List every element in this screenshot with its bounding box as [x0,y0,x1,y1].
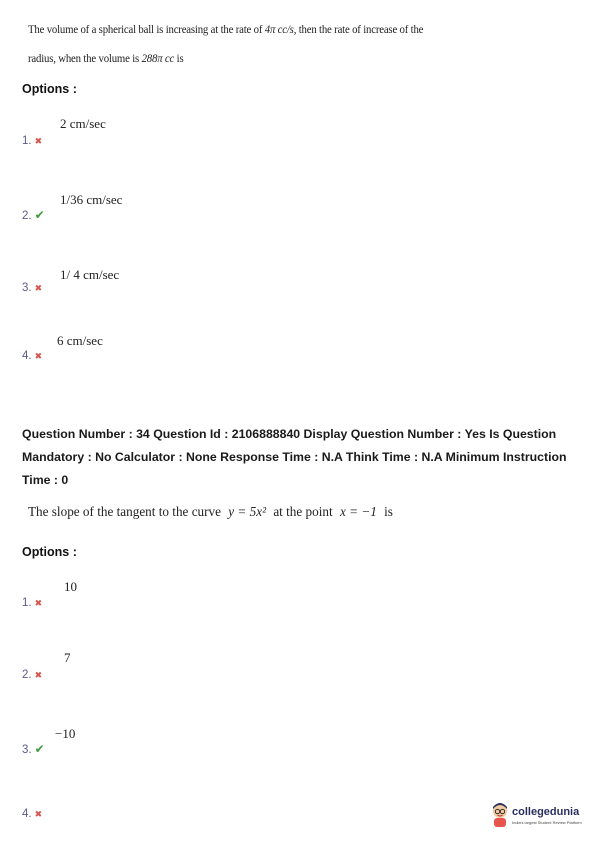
logo-name: collegedunia [512,806,580,818]
q1-option-2-text: 1/36 cm/sec [60,192,123,207]
q1-option-4 [22,346,42,364]
q1-line1-post: then the rate of increase of the [298,23,424,36]
q2-curve-math: y = 5x² [228,504,267,519]
option-number: 3. [22,282,32,294]
q2-option-2-text: 7 [64,650,71,665]
q2-option-3 [22,740,45,758]
q2-meta-line-3: Time : 0 [22,473,69,487]
collegedunia-logo [490,800,590,832]
check-icon: ✔ [34,208,45,222]
option-number: 1. [22,135,32,147]
cross-icon: ✖ [34,283,43,293]
q1-volume-math: 288π cc [141,52,175,65]
option-number: 4. [22,808,32,820]
q1-line2-post: is [176,52,184,65]
q1-option-3 [22,278,42,296]
q2-text-pre: The slope of the tangent to the curve [28,504,221,519]
q2-point-math: x = −1 [339,504,377,519]
logo-tagline: India's largest Student Review Platform [512,820,582,825]
option-number: 3. [22,744,32,756]
q2-option-1 [22,593,42,611]
check-icon: ✔ [34,742,45,756]
q1-text-line-1 [28,23,423,36]
q2-option-1-text: 10 [64,579,77,594]
q1-option-3-text: 1/ 4 cm/sec [60,267,120,282]
cross-icon: ✖ [34,136,43,146]
q1-line2-pre: radius, when the volume is [28,52,140,65]
q2-option-4 [22,804,42,822]
q2-option-2 [22,665,42,683]
q2-option-3-text: −10 [55,726,76,741]
cross-icon: ✖ [34,598,43,608]
q2-question-text [28,504,393,520]
q2-text-mid: at the point [273,504,333,519]
q2-meta-line-1: Question Number : 34 Question Id : 2106888840 Display Question Number : Yes Is Question [22,427,557,441]
q1-option-2 [22,206,45,224]
option-number: 4. [22,350,32,362]
q1-options-label: Options : [22,82,77,96]
cross-icon: ✖ [34,809,43,819]
option-number: 2. [22,210,32,222]
option-number: 2. [22,669,32,681]
q1-option-4-text: 6 cm/sec [57,333,103,348]
option-number: 1. [22,597,32,609]
q1-rate-math: 4π cc/s, [264,23,297,36]
q1-option-1 [22,131,42,149]
q2-meta-line-2: Mandatory : No Calculator : None Response Time : N.A Think Time : N.A Minimum Instruction [22,450,567,464]
q1-text-line-2 [28,52,183,65]
q2-options-label: Options : [22,545,77,559]
q1-option-1-text: 2 cm/sec [60,116,106,131]
cross-icon: ✖ [34,351,43,361]
q1-line1-pre: The volume of a spherical ball is increasing at the rate of [28,23,263,36]
cross-icon: ✖ [34,670,43,680]
mascot-icon [490,802,510,828]
q2-text-post: is [384,504,393,519]
